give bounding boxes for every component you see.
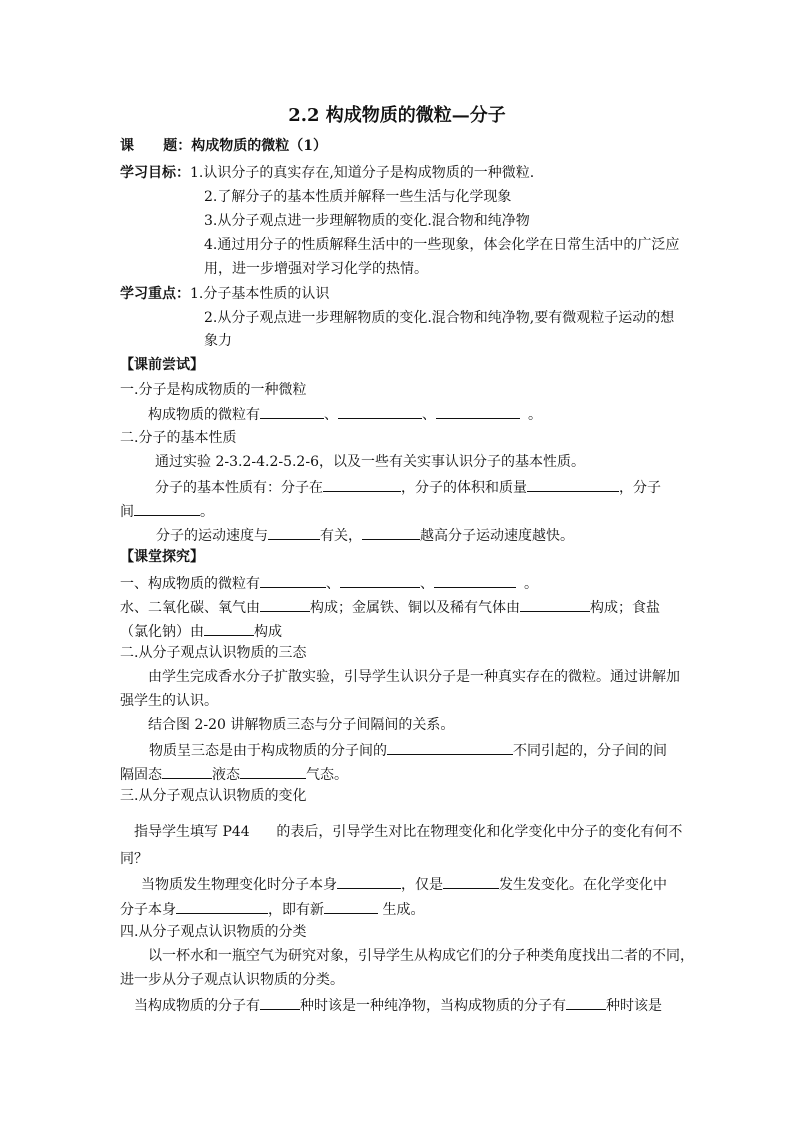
line-text: 种时该是一种纯净物，当构成物质的分子有 bbox=[300, 998, 566, 1014]
pretest-properties-line bbox=[155, 476, 661, 498]
line-text: 当构成物质的分子有 bbox=[134, 998, 260, 1014]
line-text: 、 bbox=[420, 576, 434, 592]
line-text: 。 bbox=[528, 407, 542, 423]
line-text: 有关， bbox=[320, 528, 362, 544]
explore-body-line: 同？ bbox=[120, 851, 148, 867]
goal-item: 3.从分子观点进一步理解物质的变化.混合物和纯净物 bbox=[204, 213, 530, 229]
explore-body-line: 强学生的认识。 bbox=[120, 693, 218, 709]
blank-field[interactable] bbox=[134, 500, 200, 516]
blank-field[interactable] bbox=[323, 476, 401, 492]
blank-field[interactable] bbox=[520, 596, 590, 612]
line-text: 物质呈三态是由于构成物质的分子间的 bbox=[149, 743, 387, 759]
pretest-section-1-title: 一.分子是构成物质的一种微粒 bbox=[120, 382, 307, 398]
explore-states-line bbox=[149, 739, 667, 761]
goal-item: 2.了解分子的基本性质并解释一些生活与化学现象 bbox=[204, 189, 512, 205]
line-text: 不同引起的，分子间的间 bbox=[513, 743, 667, 759]
blank-field[interactable] bbox=[324, 898, 378, 914]
blank-field[interactable] bbox=[527, 476, 619, 492]
explore-composition-line-cont bbox=[120, 620, 282, 642]
blank-field[interactable] bbox=[566, 994, 606, 1010]
blank-field[interactable] bbox=[162, 763, 212, 779]
line-text: 构成；食盐 bbox=[590, 600, 660, 616]
line-text: 。 bbox=[524, 576, 538, 592]
line-text: 构成物质的微粒有 bbox=[148, 407, 260, 423]
line-text: 、 bbox=[324, 407, 338, 423]
explore-change-line bbox=[141, 873, 667, 895]
line-text: 生成。 bbox=[378, 902, 425, 918]
explore-body-line: 结合图 2-20 讲解物质三态与分子间隔间的关系。 bbox=[148, 717, 455, 733]
explore-classify-line bbox=[134, 994, 662, 1016]
line-text: ，分子 bbox=[619, 480, 661, 496]
explore-composition-line bbox=[120, 596, 660, 618]
goals-label: 学习目标： bbox=[120, 165, 190, 181]
line-text: ，仅是 bbox=[401, 877, 443, 893]
goal-item: 用，进一步增强对学习化学的热情。 bbox=[204, 261, 428, 277]
explore-section-2-title: 二.从分子观点认识物质的三态 bbox=[120, 645, 307, 661]
explore-body-line: 以一杯水和一瓶空气为研究对象，引导学生从构成它们的分子种类角度找出二者的不同， bbox=[148, 948, 694, 964]
blank-field[interactable] bbox=[362, 524, 420, 540]
goal-item: 4.通过用分子的性质解释生活中的一些现象，体会化学在日常生活中的广泛应 bbox=[204, 237, 680, 253]
topic-row bbox=[120, 136, 327, 156]
line-text: 越高分子运动速度越快。 bbox=[420, 528, 574, 544]
line-text: 构成；金属铁、铜以及稀有气体由 bbox=[310, 600, 520, 616]
explore-particles-line bbox=[120, 572, 538, 594]
pretest-properties-line-cont bbox=[120, 500, 214, 522]
explore-section-4-title: 四.从分子观点认识物质的分类 bbox=[120, 924, 307, 940]
line-text: ，分子的体积和质量 bbox=[401, 480, 527, 496]
pretest-speed-line bbox=[156, 524, 574, 546]
line-text: 气态。 bbox=[306, 767, 348, 783]
goal-item: 1.认识分子的真实存在,知道分子是构成物质的一种微粒. bbox=[190, 165, 535, 181]
blank-field[interactable] bbox=[268, 524, 320, 540]
line-text: 分子本身 bbox=[120, 902, 176, 918]
line-text: 水、二氧化碳、氧气由 bbox=[120, 600, 260, 616]
line-text: 一、构成物质的微粒有 bbox=[120, 576, 260, 592]
explore-change-line-cont bbox=[120, 898, 424, 920]
blank-field[interactable] bbox=[337, 873, 401, 889]
line-text: 分子的运动速度与 bbox=[156, 528, 268, 544]
focus-item: 象力 bbox=[204, 333, 232, 349]
line-text: （氯化钠）由 bbox=[120, 624, 204, 640]
blank-field[interactable] bbox=[240, 763, 306, 779]
blank-field[interactable] bbox=[176, 898, 268, 914]
explore-section-3-title: 三.从分子观点认识物质的变化 bbox=[120, 788, 307, 804]
blank-field[interactable] bbox=[204, 620, 254, 636]
focus-item: 1.分子基本性质的认识 bbox=[190, 286, 330, 302]
blank-field[interactable] bbox=[340, 572, 420, 588]
line-text: 种时该是 bbox=[606, 998, 662, 1014]
blank-field[interactable] bbox=[260, 596, 310, 612]
explore-body-line: 由学生完成香水分子扩散实验，引导学生认识分子是一种真实存在的微粒。通过讲解加 bbox=[148, 669, 680, 685]
line-text: ，即有新 bbox=[268, 902, 324, 918]
blank-field[interactable] bbox=[387, 739, 513, 755]
blank-field[interactable] bbox=[260, 994, 300, 1010]
line-text: 液态 bbox=[212, 767, 240, 783]
explore-body-line: 进一步从分子观点认识物质的分类。 bbox=[120, 972, 344, 988]
line-text: 、 bbox=[326, 576, 340, 592]
explore-heading: 【课堂探究】 bbox=[120, 549, 204, 565]
line-text: 发生发变化。在化学变化中 bbox=[499, 877, 667, 893]
topic-label: 课 题： bbox=[120, 138, 192, 154]
pretest-heading: 【课前尝试】 bbox=[120, 357, 204, 373]
pretest-section-2-title: 二.分子的基本性质 bbox=[120, 430, 237, 446]
line-text: 构成 bbox=[254, 624, 282, 640]
topic-value: 构成物质的微粒（1） bbox=[191, 138, 327, 154]
pretest-particles-line bbox=[148, 403, 542, 425]
blank-field[interactable] bbox=[338, 403, 422, 419]
line-text: 间 bbox=[120, 504, 134, 520]
goals-row bbox=[120, 163, 534, 183]
focus-item: 2.从分子观点进一步理解物质的变化.混合物和纯净物,要有微观粒子运动的想 bbox=[204, 310, 675, 326]
focus-label: 学习重点： bbox=[120, 286, 190, 302]
explore-states-line-cont bbox=[120, 763, 348, 785]
blank-field[interactable] bbox=[260, 403, 324, 419]
blank-field[interactable] bbox=[260, 572, 326, 588]
line-text: 。 bbox=[200, 504, 214, 520]
line-text: 隔固态 bbox=[120, 767, 162, 783]
blank-field[interactable] bbox=[436, 403, 520, 419]
explore-body-line: 指导学生填写 P44 的表后，引导学生对比在物理变化和化学变化中分子的变化有何不 bbox=[134, 824, 683, 840]
pretest-experiment-line: 通过实验 2-3.2-4.2-5.2-6，以及一些有关实事认识分子的基本性质。 bbox=[155, 454, 585, 470]
blank-field[interactable] bbox=[443, 873, 499, 889]
focus-row bbox=[120, 284, 329, 304]
line-text: 分子的基本性质有：分子在 bbox=[155, 480, 323, 496]
blank-field[interactable] bbox=[434, 572, 516, 588]
page-title: 2.2 构成物质的微粒—分子 bbox=[288, 105, 506, 126]
line-text: 当物质发生物理变化时分子本身 bbox=[141, 877, 337, 893]
line-text: 、 bbox=[422, 407, 436, 423]
